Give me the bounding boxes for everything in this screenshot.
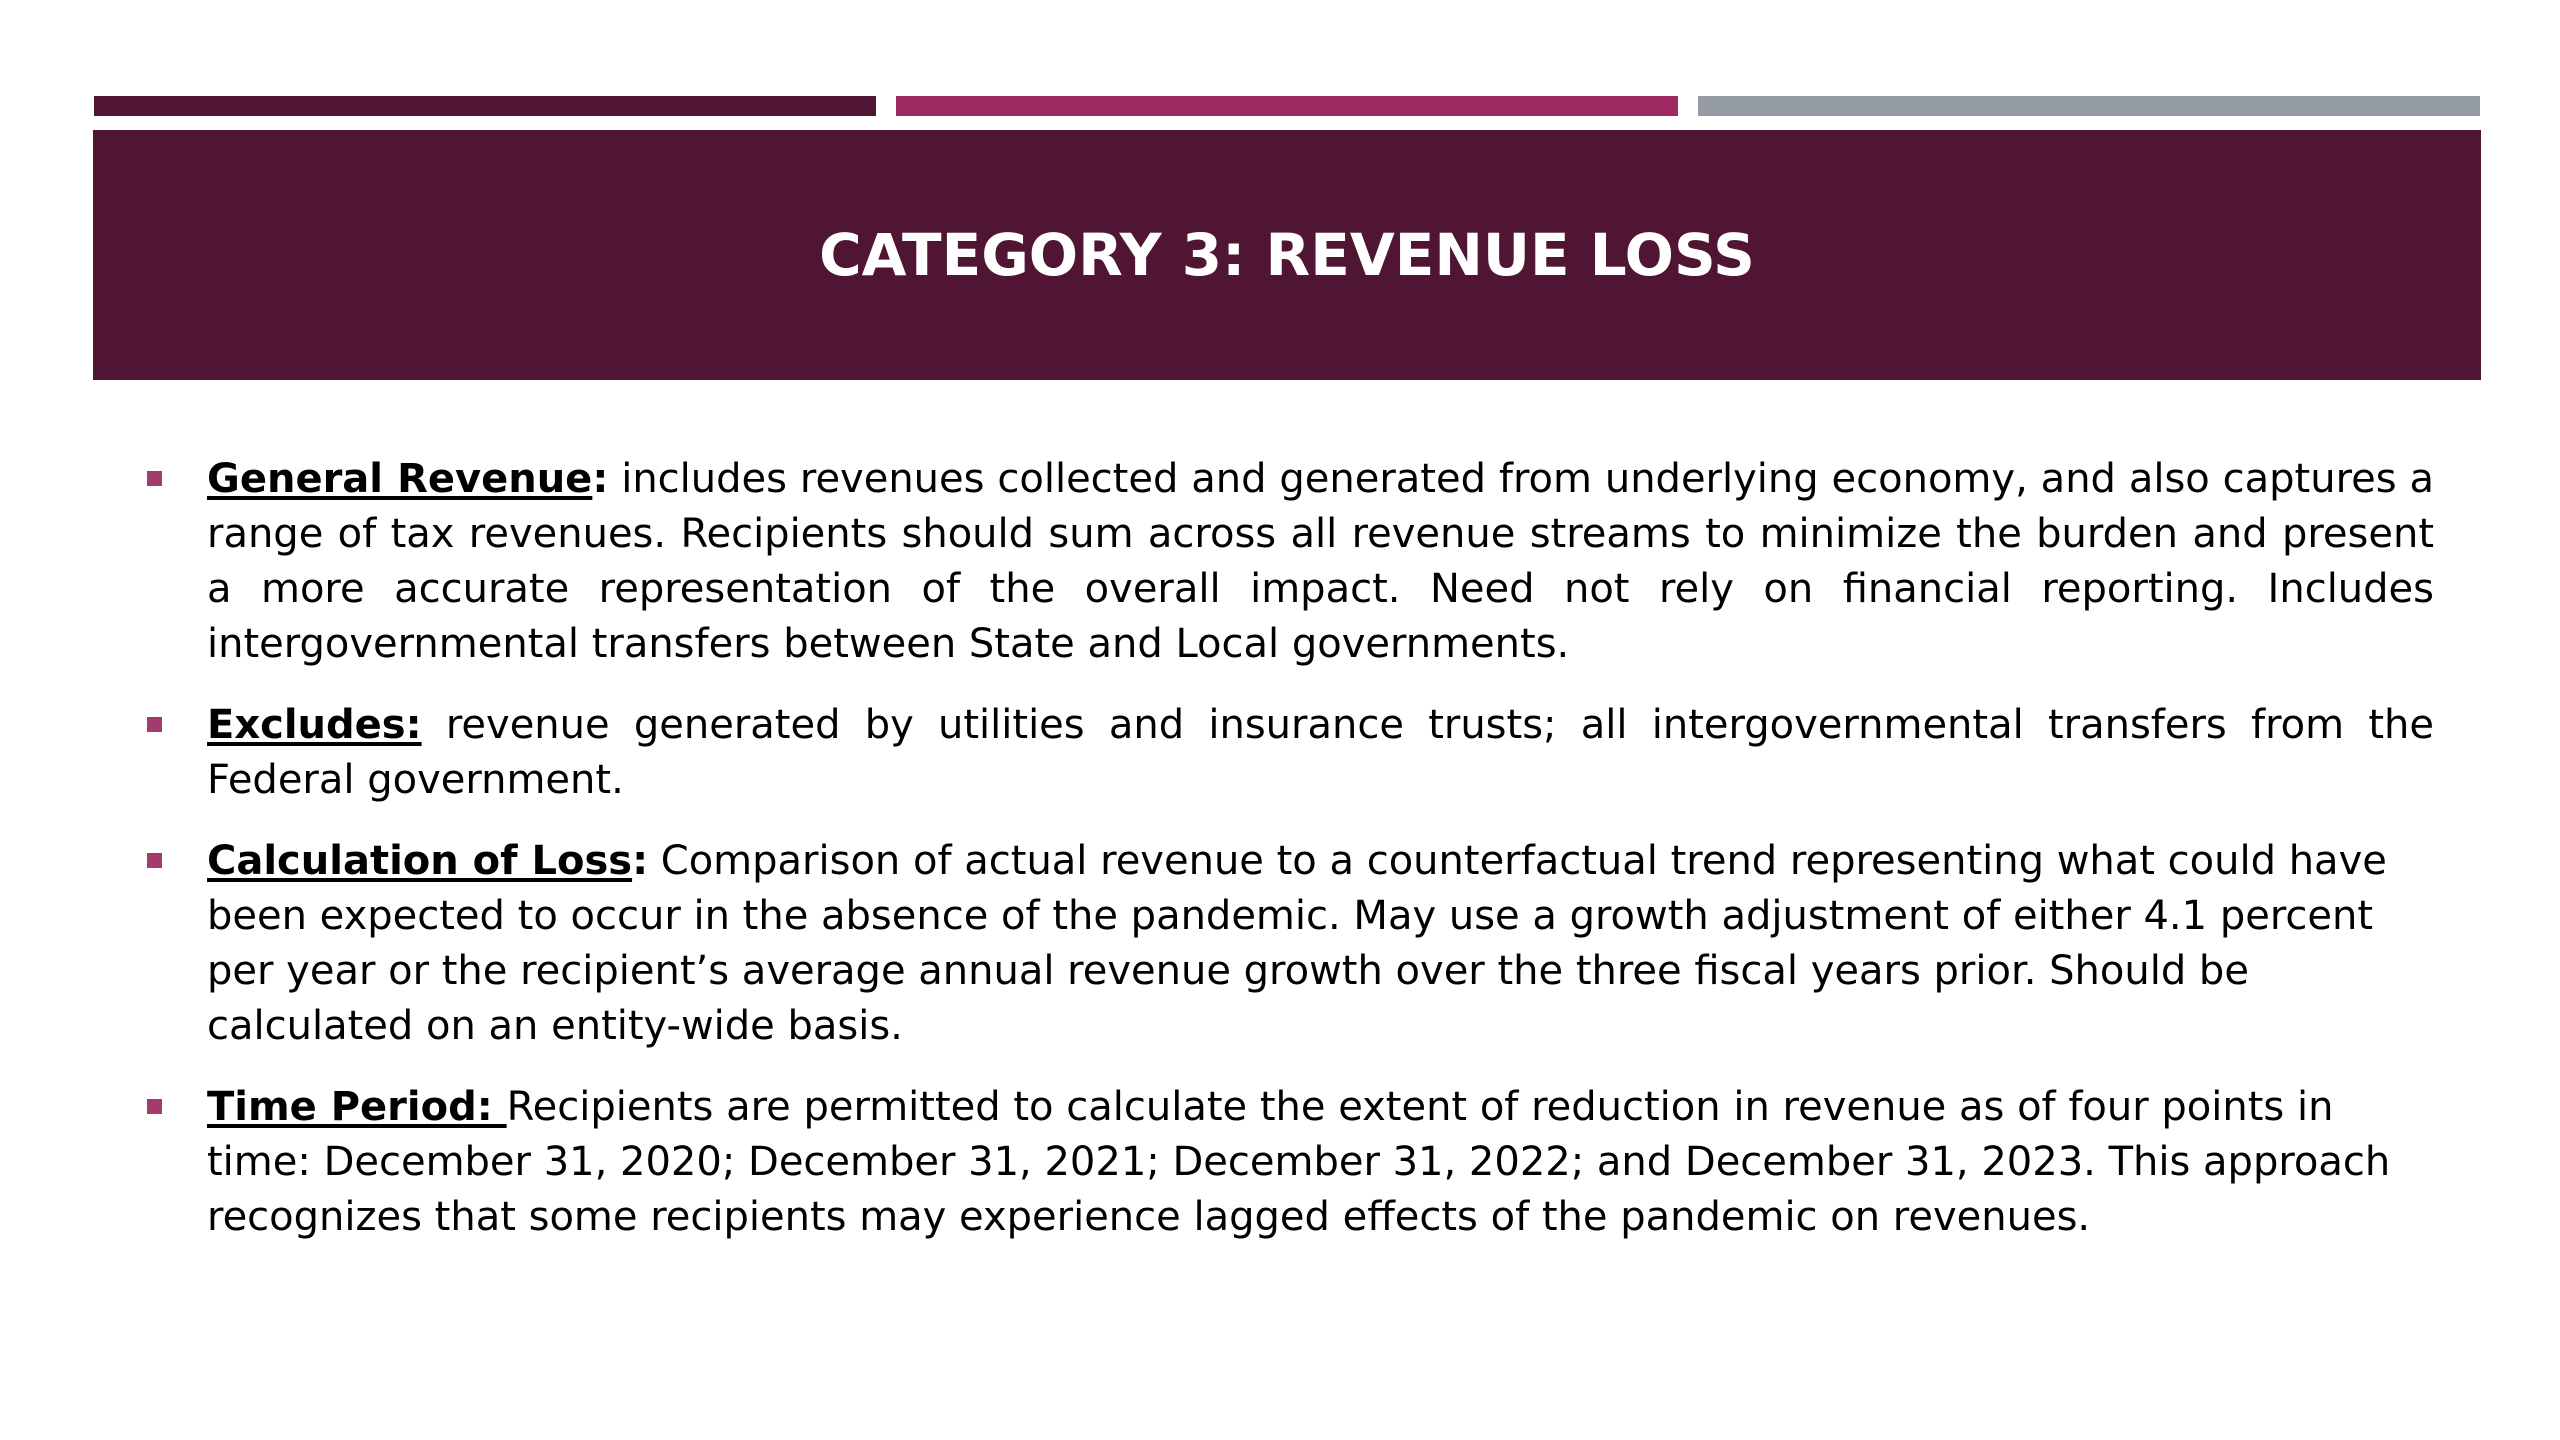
bullet-calculation-of-loss (140, 834, 2434, 1054)
bullet-term: Calculation of Loss (207, 838, 633, 884)
accent-bar-magenta (896, 96, 1678, 116)
square-bullet-icon (147, 1099, 162, 1114)
bullet-colon: : (592, 456, 609, 502)
bullet-term: General Revenue (207, 456, 593, 502)
bullet-list (140, 452, 2434, 1271)
bullet-time-period (140, 1080, 2434, 1245)
bullet-term: Excludes: (207, 702, 422, 748)
accent-bar-dark (94, 96, 876, 116)
accent-bar-gray (1698, 96, 2480, 116)
bullet-body (207, 834, 2434, 1054)
bullet-description: Comparison of actual revenue to a counterfactual trend representing what could have been expected to occur in the absence of the pandemic. May use a growth adjustment of either 4.1 percent per year or the recipient’s average annual revenue growth over the three fiscal years prior. Should be calculated on an entity-wide basis. (207, 838, 2387, 1049)
bullet-description: Recipients are permitted to calculate the extent of reduction in revenue as of four points in time: December 31, 2020; December 31, 2021; December 31, 2022; and December 31, 2023. This approach recognizes that some recipients may experience lagged effects of the pandemic on revenues. (207, 1084, 2391, 1240)
square-bullet-icon (147, 471, 162, 486)
bullet-description: includes revenues collected and generated from underlying economy, and also captures a range of tax revenues. Recipients should sum across all revenue streams to minimize the burden and present a more accurate representation of the overall impact. Need not rely on financial reporting. Includes intergovernmental transfers between State and Local governments. (207, 456, 2435, 667)
bullet-body (207, 452, 2434, 672)
bullet-colon: : (632, 838, 649, 884)
bullet-excludes (140, 698, 2434, 808)
slide-title: CATEGORY 3: REVENUE LOSS (819, 221, 1755, 289)
bullet-term: Time Period: (207, 1084, 507, 1130)
bullet-description: revenue generated by utilities and insurance trusts; all intergovernmental transfers from the Federal government. (207, 702, 2434, 803)
square-bullet-icon (147, 717, 162, 732)
title-banner (93, 130, 2481, 380)
bullet-body (207, 698, 2434, 808)
square-bullet-icon (147, 853, 162, 868)
bullet-body (207, 1080, 2434, 1245)
bullet-general-revenue (140, 452, 2434, 672)
